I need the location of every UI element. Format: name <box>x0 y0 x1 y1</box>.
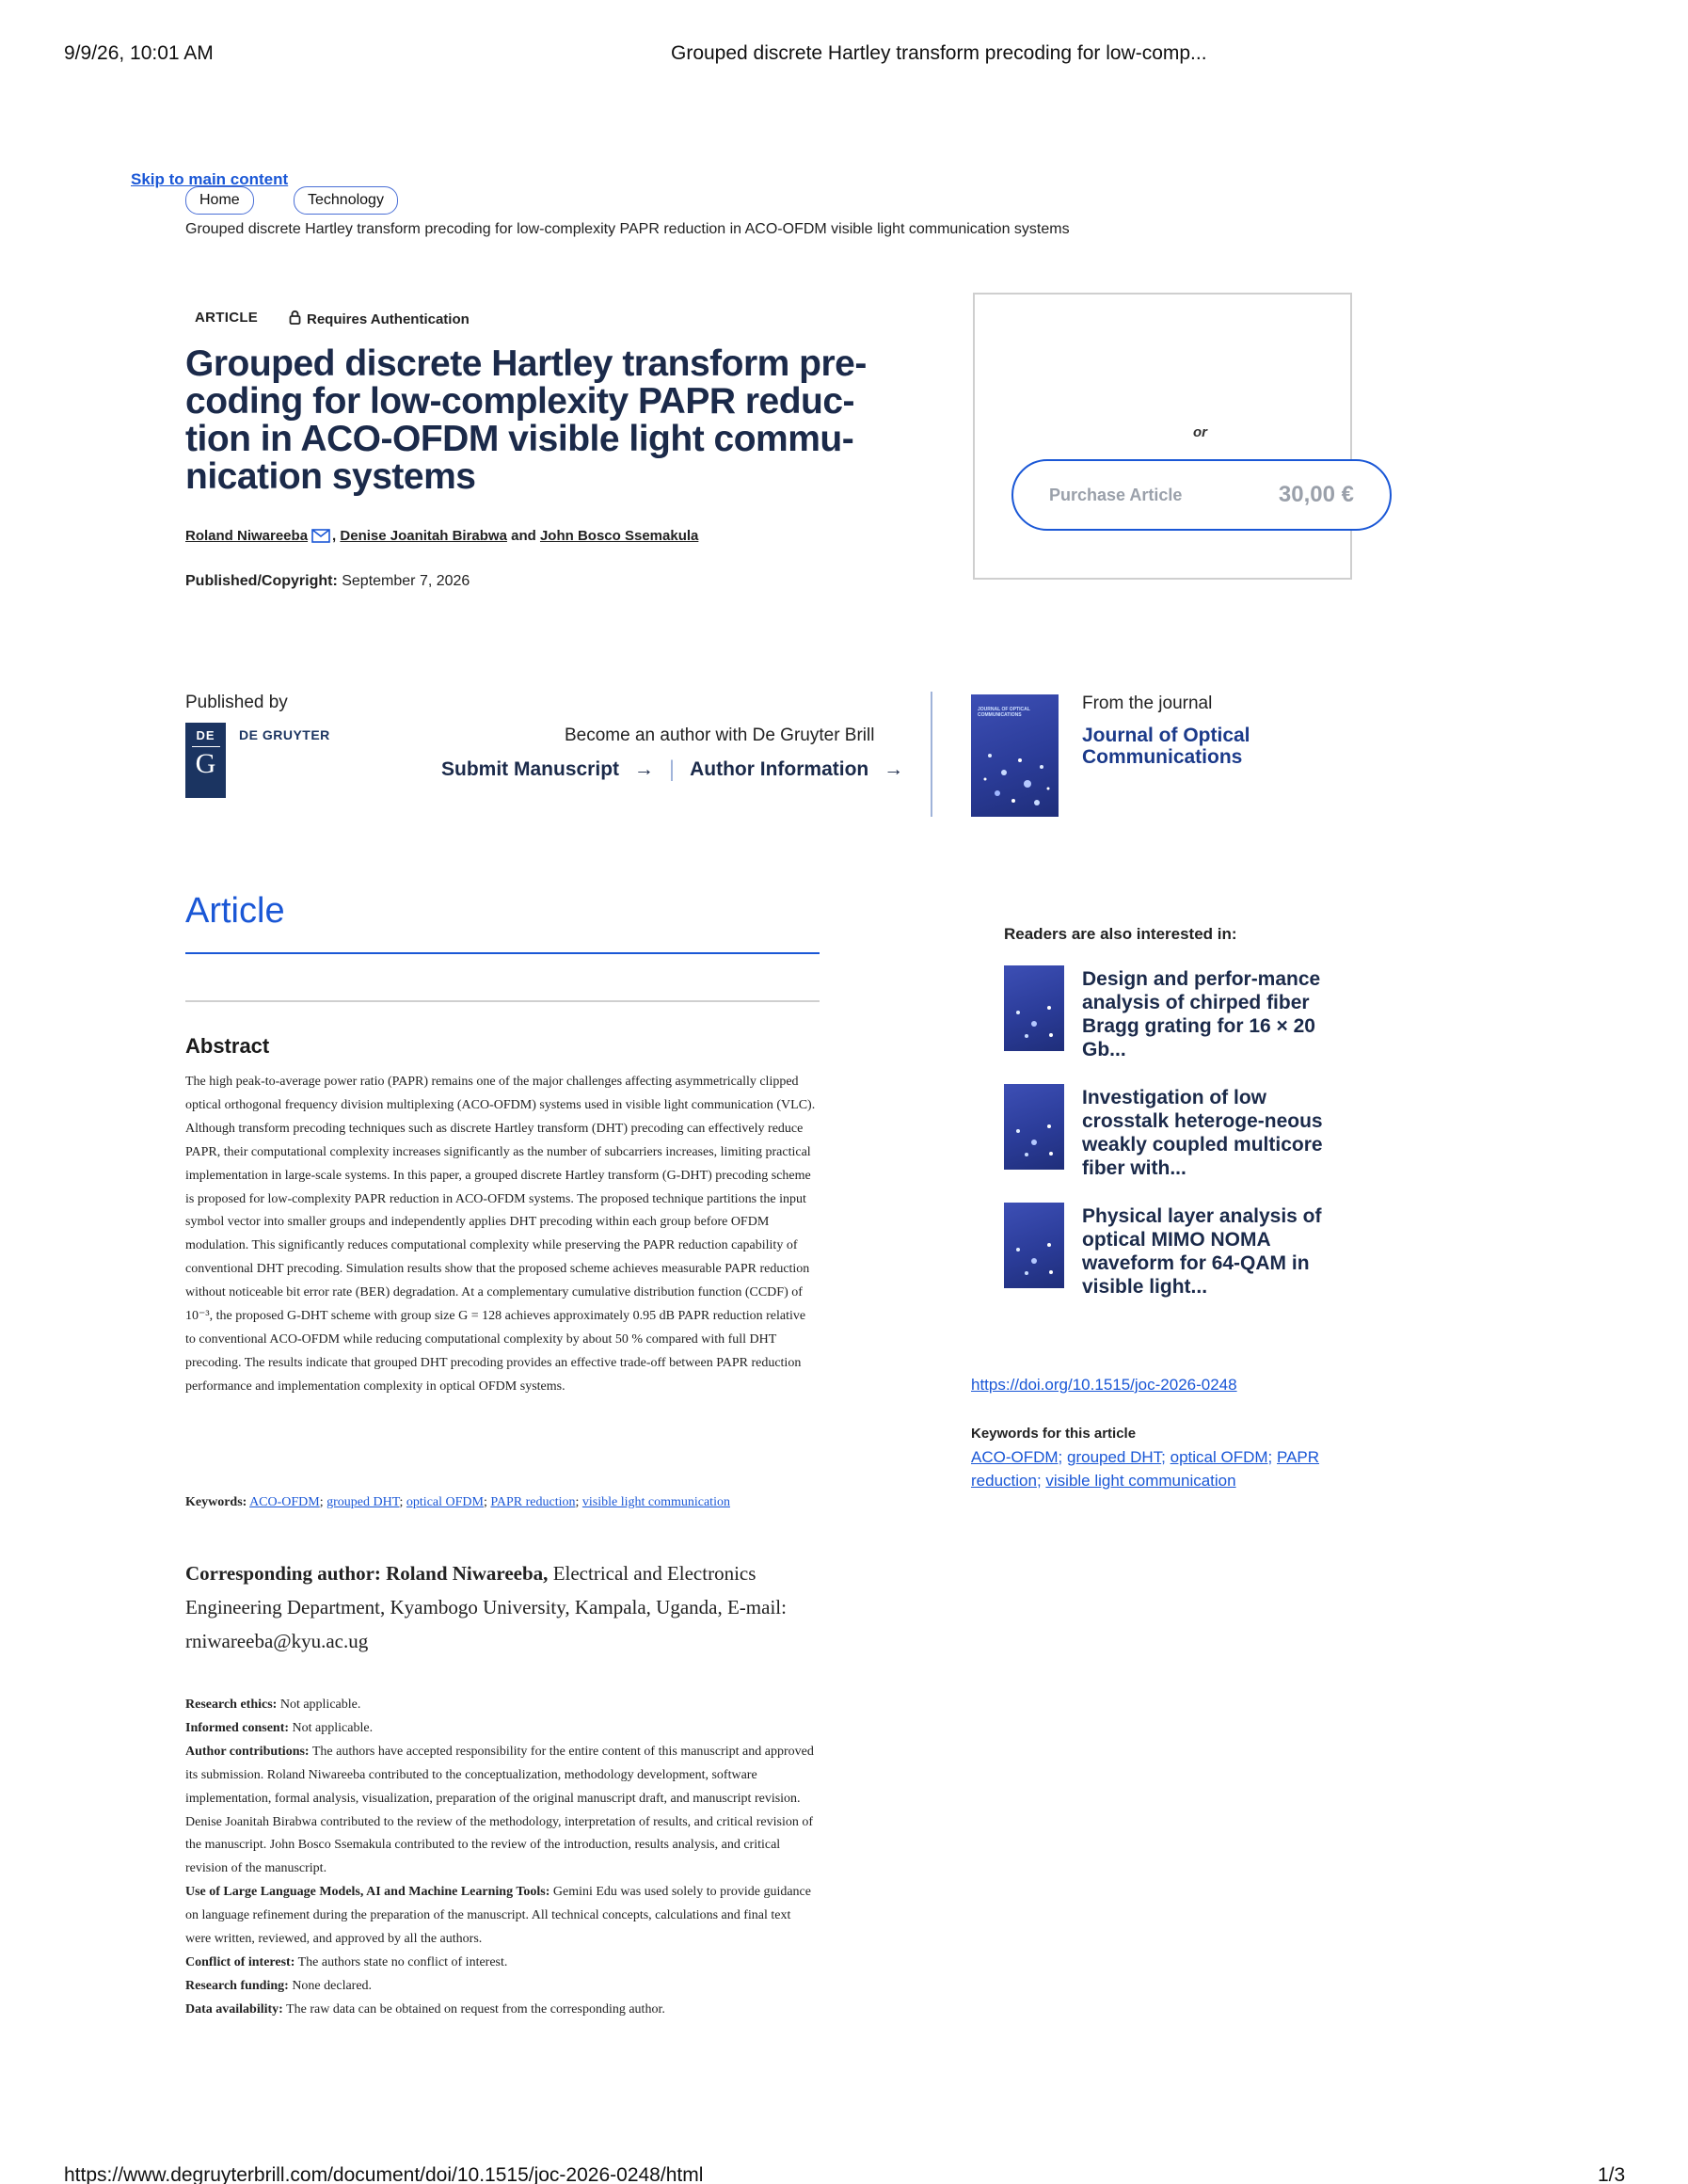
note-label: Data availability: <box>185 2001 283 2017</box>
purchase-label: Purchase Article <box>1049 485 1183 504</box>
publisher-journal-divider <box>931 692 932 817</box>
note-consent <box>185 1717 818 1741</box>
keyword-link[interactable]: grouped DHT <box>326 1495 400 1509</box>
note-label: Author contributions: <box>185 1744 310 1759</box>
journal-cover-image[interactable] <box>971 694 1059 817</box>
article-notes <box>185 1694 818 2022</box>
note-ai-tools <box>185 1881 818 1952</box>
cover-art <box>1004 1084 1064 1170</box>
note-text: The raw data can be obtained on request from the corresponding author. <box>286 2001 665 2017</box>
recommendation-cover[interactable] <box>1004 1203 1064 1288</box>
skip-to-main-link[interactable]: Skip to main content <box>131 170 289 188</box>
keyword-link[interactable]: visible light communication <box>581 1495 730 1509</box>
section-divider <box>185 1000 820 1002</box>
article-heading-rule <box>185 952 820 954</box>
note-label: Informed consent: <box>185 1720 290 1735</box>
note-text: Not applicable. <box>279 1698 361 1712</box>
lock-icon <box>289 310 301 328</box>
breadcrumb-technology[interactable]: Technology <box>294 186 398 215</box>
keyword-link[interactable]: optical OFDM <box>1170 1448 1268 1466</box>
cover-art <box>1004 965 1064 1051</box>
become-author-text: Become an author with De Gruyter Brill <box>565 725 875 745</box>
link-separator: | <box>668 757 676 782</box>
note-label: Use of Large Language Models, AI and Machine Learning Tools: <box>185 1885 550 1900</box>
print-doc-title: Grouped discrete Hartley transform precoding for low-comp... <box>671 42 1207 64</box>
note-label: Conflict of interest: <box>185 1954 295 1969</box>
submit-manuscript-link[interactable] <box>441 758 654 781</box>
or-separator: or <box>1193 424 1207 440</box>
keyword-link[interactable]: PAPR reduction <box>971 1448 1320 1490</box>
breadcrumb-home[interactable]: Home <box>185 186 254 215</box>
note-funding <box>185 1975 818 1999</box>
note-label: Research ethics: <box>185 1698 278 1712</box>
corr-text: Electrical and Electronics Engineering Department, Kyambogo University, Kampala, Uganda, E-mail: rniwareeba@kyu.ac.ug <box>185 1562 787 1652</box>
recommendation-link[interactable]: Investigation of low crosstalk heteroge-neous weakly coupled multicore fiber with... <box>1082 1087 1323 1179</box>
keyword-link[interactable]: PAPR reduction <box>490 1495 576 1509</box>
author-link-3[interactable]: John Bosco Ssemakula <box>539 528 699 544</box>
keyword-link[interactable]: visible light communication <box>1045 1472 1236 1490</box>
print-datetime: 9/9/26, 10:01 AM <box>64 42 214 64</box>
author-and: and <box>511 528 536 544</box>
note-text: The authors have accepted responsibility for the entire content of this manuscript and approved its submission. Roland Niwareeba contributed to the conceptualization, methodology development, software implementation, formal analysis, visualization, preparation of the original manuscript draft, and manuscript revision. Denise Joanitah Birabwa contributed to the review of the methodology, interpretation of results, and critical revision of the manuscript. John Bosco Ssemakula contributed to the review of the introduction, results analysis, and critical revision of the manuscript. <box>185 1744 814 1876</box>
mail-icon[interactable] <box>311 529 330 543</box>
note-text: Gemini Edu was used solely to provide guidance on language refinement during the preparation of the manuscript. All technical concepts, calculations and final text were written, reviewed, and approved by all the authors. <box>185 1885 811 1947</box>
recommendation-cover[interactable] <box>1004 965 1064 1051</box>
keyword-link[interactable]: optical OFDM <box>406 1495 484 1509</box>
keyword-link[interactable]: ACO-OFDM <box>971 1448 1059 1466</box>
keyword-link[interactable]: grouped DHT <box>1067 1448 1162 1466</box>
article-section-heading: Article <box>185 891 285 931</box>
recommendation-cover[interactable] <box>1004 1084 1064 1170</box>
from-journal-label: From the journal <box>1082 693 1213 713</box>
abstract-text: The high peak-to-average power ratio (PAPR) remains one of the major challenges affecting asymmetrically clipped optical orthogonal frequency division multiplexing (ACO-OFDM) systems used in visible light communication (VLC). Although transform precoding techniques such as discrete Hartley transform (DHT) precoding can effectively reduce PAPR, their computational complexity increases significantly as the number of subcarriers increases, limiting practical implementation in large-scale systems. In this paper, a grouped discrete Hartley transform (G-DHT) precoding scheme is proposed for low-complexity PAPR reduction in ACO-OFDM systems. The proposed technique partitions the input symbol vector into smaller groups and independently applies DHT precoding within each group before OFDM modulation. This significantly reduces computational complexity while preserving the PAPR reduction capability of conventional DHT precoding. Simulation results show that the proposed scheme achieves measurable PAPR reduction without noticeable bit error rate (BER) degradation. At a complementary cumulative distribution function (CCDF) of 10⁻³, the proposed G-DHT scheme with group size G = 128 achieves approximately 0.95 dB PAPR reduction relative to conventional ACO-OFDM while reducing computational complexity by about 50 % compared with full DHT precoding. The results indicate that grouped DHT precoding provides an effective trade-off between PAPR reduction performance and implementation complexity in optical OFDM systems. <box>185 1075 816 1394</box>
publication-date <box>185 573 470 590</box>
author-information-label: Author Information <box>690 758 869 780</box>
access-label: Requires Authentication <box>307 311 470 327</box>
note-text: The authors state no conflict of interest. <box>297 1954 508 1969</box>
keywords-label: Keywords: <box>185 1495 247 1509</box>
article-type-label: ARTICLE <box>195 310 259 326</box>
author-links <box>441 757 903 783</box>
note-data <box>185 1999 818 2022</box>
logo-top-text: DE <box>196 728 215 742</box>
purchase-article-button[interactable] <box>1011 459 1392 531</box>
logo-bottom-text: G <box>195 748 216 779</box>
note-label: Research funding: <box>185 1978 289 1993</box>
print-url: https://www.degruyterbrill.com/document/doi/10.1515/joc-2026-0248/html <box>64 2164 704 2184</box>
note-ethics <box>185 1694 818 1717</box>
sidebar-keywords: ACO-OFDM; grouped DHT; optical OFDM; PAPR reduction; visible light communication <box>971 1448 1320 1490</box>
pub-date-value: September 7, 2026 <box>342 573 470 589</box>
also-interested-heading: Readers are also interested in: <box>1004 925 1237 943</box>
doi-link[interactable]: https://doi.org/10.1515/joc-2026-0248 <box>971 1376 1237 1394</box>
recommendation-link[interactable]: Design and perfor-mance analysis of chirped fiber Bragg grating for 16 × 20 Gb... <box>1082 968 1321 1060</box>
print-page-number: 1/3 <box>1598 2164 1626 2184</box>
author-link-1[interactable]: Roland Niwareeba <box>185 528 309 544</box>
logo-divider <box>192 746 220 747</box>
recommendation-link[interactable]: Physical layer analysis of optical MIMO NOMA waveform for 64-QAM in visible light... <box>1082 1205 1322 1298</box>
corr-label: Corresponding author: Roland Niwareeba, <box>185 1562 549 1585</box>
author-information-link[interactable] <box>690 758 903 781</box>
arrow-right-icon: → <box>633 758 654 780</box>
publisher-name: DE GRUYTER <box>239 727 330 742</box>
pub-label: Published/Copyright: <box>185 573 338 589</box>
journal-name-link[interactable]: Journal of Optical Communications <box>1082 725 1250 768</box>
author-list <box>185 528 698 544</box>
keyword-link[interactable]: ACO-OFDM <box>249 1495 320 1509</box>
published-by-label: Published by <box>185 693 288 712</box>
de-gruyter-logo[interactable] <box>185 723 226 798</box>
access-status <box>289 310 470 328</box>
keywords-line: Keywords: ACO-OFDM; grouped DHT; optical OFDM; PAPR reduction; visible light communication <box>185 1495 730 1509</box>
note-text: Not applicable. <box>292 1720 374 1735</box>
note-text: None declared. <box>292 1978 373 1993</box>
author-separator: , <box>332 528 337 544</box>
note-contributions <box>185 1741 818 1881</box>
author-link-2[interactable]: Denise Joanitah Birabwa <box>340 528 507 544</box>
abstract-heading: Abstract <box>185 1034 270 1058</box>
corresponding-author <box>185 1556 820 1658</box>
cover-art <box>1004 1203 1064 1288</box>
cover-title-text: JOURNAL OF OPTICAL COMMUNICATIONS <box>978 707 1030 718</box>
access-panel <box>973 293 1352 580</box>
arrow-right-icon: → <box>884 758 904 780</box>
cover-art <box>971 718 1059 817</box>
breadcrumb-current: Grouped discrete Hartley transform precoding for low-complexity PAPR reduction in ACO-OFDM visible light communication systems <box>185 221 1070 237</box>
article-title: Grouped discrete Hartley transform pre- coding for low-complexity PAPR reduc- tion in ACO-OFDM visible light commu- nication systems <box>185 343 867 497</box>
purchase-price: 30,00 € <box>1278 482 1354 507</box>
note-conflict <box>185 1952 818 1975</box>
sidebar-keywords-heading: Keywords for this article <box>971 1426 1137 1442</box>
submit-manuscript-label: Submit Manuscript <box>441 758 620 780</box>
